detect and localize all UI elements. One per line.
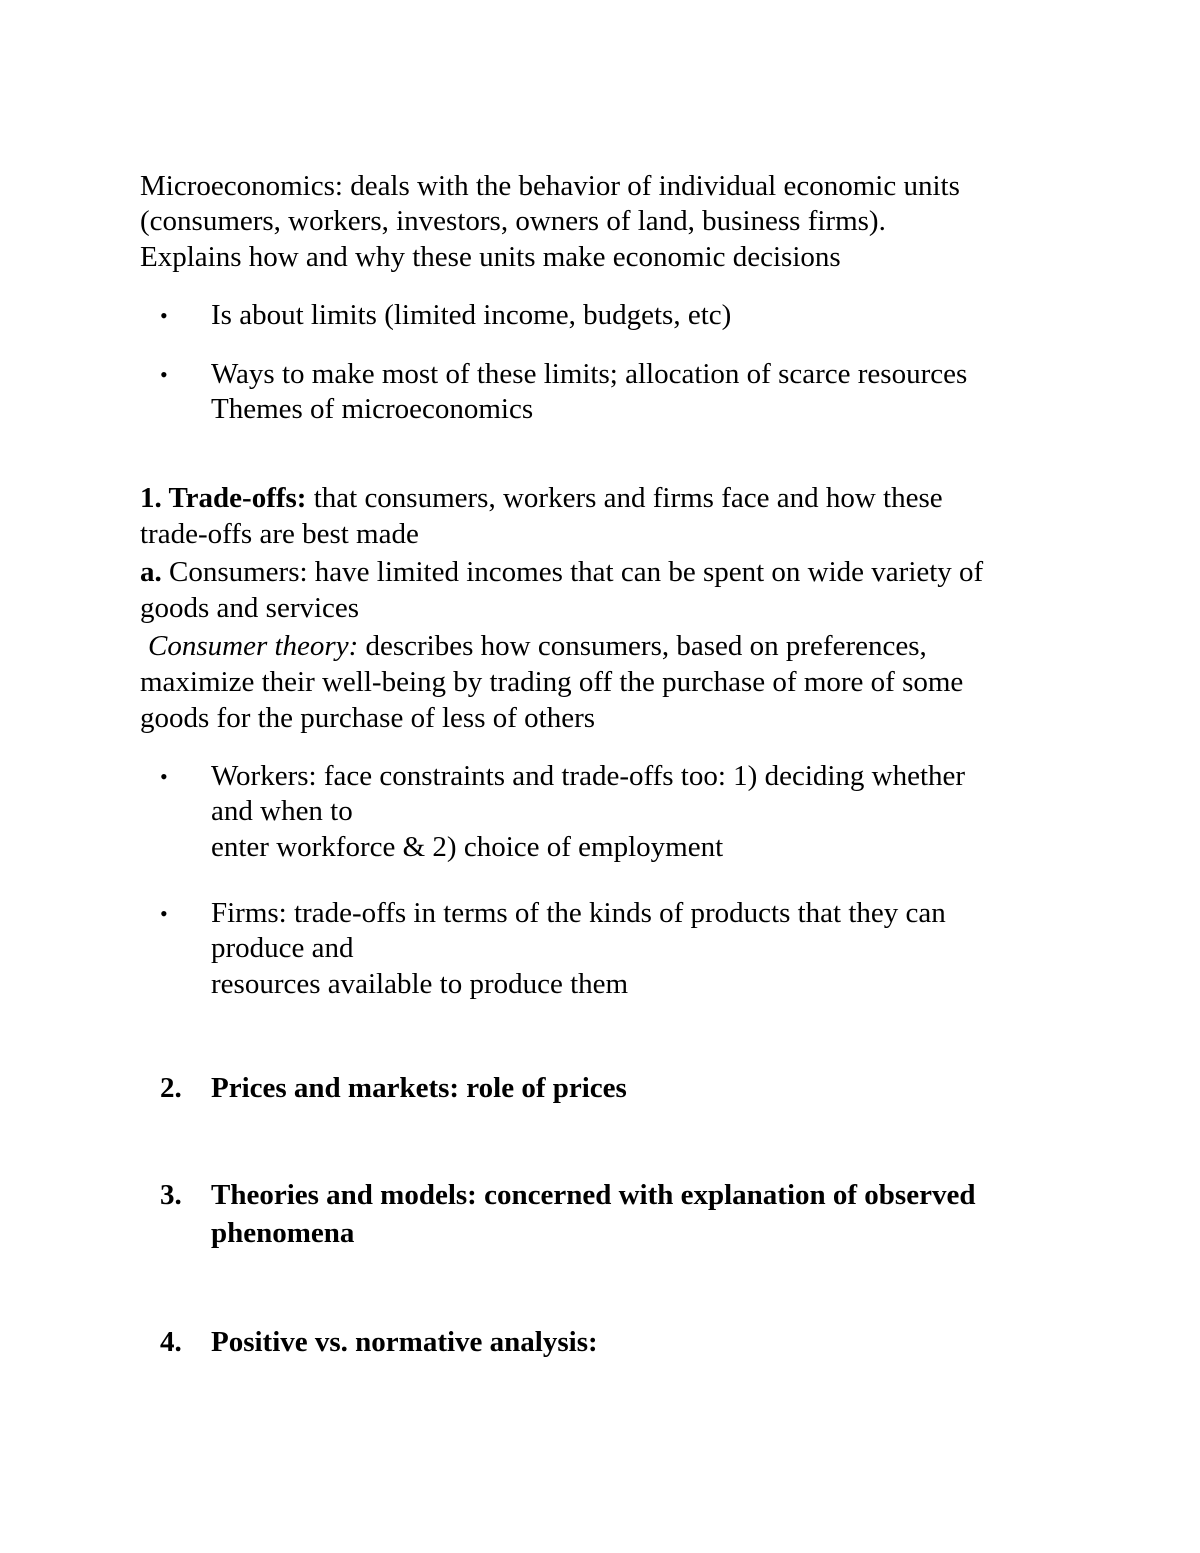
- consumer-theory-label: Consumer theory:: [148, 630, 359, 662]
- intro-line-1: Microeconomics: deals with the behavior of individual economic units: [140, 170, 960, 202]
- heading-theories-models-line-2: phenomena: [211, 1217, 355, 1249]
- bullet-limits: Is about limits (limited income, budgets, etc): [211, 299, 732, 331]
- consumer-theory-line-1-text: describes how consumers, based on preferences,: [358, 630, 927, 662]
- heading-positive-normative: Positive vs. normative analysis:: [211, 1326, 598, 1358]
- intro-line-2: (consumers, workers, investors, owners of land, business firms).: [140, 205, 886, 237]
- bullet-marker: •: [160, 362, 168, 387]
- bullet-firms-line-1: Firms: trade-offs in terms of the kinds of products that they can: [211, 897, 946, 929]
- consumer-theory-line-3: goods for the purchase of less of others: [140, 702, 596, 734]
- tradeoffs-line-2: trade-offs are best made: [140, 518, 419, 550]
- bullet-workers-line-2: and when to: [211, 795, 353, 827]
- consumers-line-2: goods and services: [140, 592, 360, 624]
- intro-line-3: Explains how and why these units make economic decisions: [140, 241, 841, 273]
- tradeoffs-label: 1. Trade-offs:: [140, 482, 307, 514]
- heading-prices-markets: Prices and markets: role of prices: [211, 1072, 627, 1104]
- bullet-firms-line-3: resources available to produce them: [211, 968, 629, 1000]
- consumer-theory-line-1: [148, 628, 927, 664]
- consumers-line-1-text: Consumers: have limited incomes that can be spent on wide variety of: [161, 556, 984, 588]
- bullet-marker: •: [160, 303, 168, 328]
- heading-number: 4.: [160, 1326, 182, 1358]
- bullet-marker: •: [160, 764, 168, 789]
- consumer-theory-line-2: maximize their well-being by trading off the purchase of more of some: [140, 666, 964, 698]
- bullet-marker: •: [160, 901, 168, 926]
- consumers-label: a.: [140, 556, 162, 588]
- heading-number: 3.: [160, 1179, 182, 1211]
- consumers-line-1: [140, 554, 983, 590]
- bullet-firms-line-2: produce and: [211, 932, 354, 964]
- bullet-workers-line-3: enter workforce & 2) choice of employment: [211, 831, 724, 863]
- tradeoffs-line-1: [140, 480, 943, 516]
- bullet-workers-line-1: Workers: face constraints and trade-offs too: 1) deciding whether: [211, 760, 966, 792]
- bullet-allocation-line-1: Ways to make most of these limits; allocation of scarce resources: [211, 358, 968, 390]
- heading-number: 2.: [160, 1072, 182, 1104]
- tradeoffs-line-1-text: that consumers, workers and firms face and how these: [306, 482, 943, 514]
- heading-theories-models-line-1: Theories and models: concerned with explanation of observed: [211, 1179, 976, 1211]
- bullet-allocation-line-2: Themes of microeconomics: [211, 393, 534, 425]
